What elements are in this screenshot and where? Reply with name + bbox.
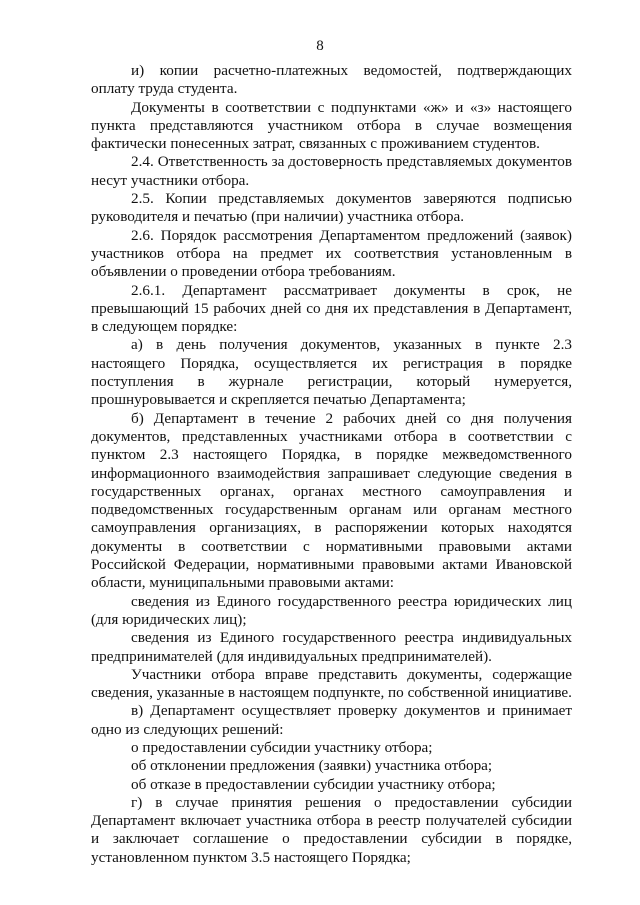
paragraph-2-6: 2.6. Порядок рассмотрения Департаментом предложений (заявок) участников отбора на предмет их соответствия установленным в объявлении о проведении отбора требованиям. xyxy=(91,226,572,281)
paragraph-documents-note: Документы в соответствии с подпунктами «ж» и «з» настоящего пункта представляются участником отбора в случае возмещения фактически понесенных затрат, связанных с проживанием студентов. xyxy=(91,98,572,153)
decision-reject-proposal: об отклонении предложения (заявки) участника отбора; xyxy=(131,757,493,775)
paragraph-item-b: б) Департамент в течение 2 рабочих дней со дня получения документов, представленных участниками отбора в соответствии с пунктом 2.3 настоящего Порядка, в порядке межведомственного информационного взаимодействия запрашивает следующие сведения в государственных органах, органах местного самоуправления и подведомственных государственным органам или органам местного самоуправления организациях, в распоряжении которых находятся документы в соответствии с нормативными правовыми актами Российской Федерации, нормативными правовыми актами Ивановской области, муниципальными правовыми актами: xyxy=(91,409,572,592)
paragraph-own-initiative: Участники отбора вправе представить документы, содержащие сведения, указанные в настоящем подпункте, по собственной инициативе. xyxy=(91,665,572,702)
decision-grant: о предоставлении субсидии участнику отбора; xyxy=(131,738,433,756)
page-number: 8 xyxy=(316,38,324,54)
paragraph-item-g: г) в случае принятия решения о предоставлении субсидии Департамент включает участника отбора в реестр получателей субсидии и заключает соглашение о предоставлении субсидии в порядке, установленном пунктом 3.5 настоящего Порядка; xyxy=(91,793,572,866)
paragraph-2-6-1: 2.6.1. Департамент рассматривает документы в срок, не превышающий 15 рабочих дней со дня их представления в Департамент, в следующем порядке: xyxy=(91,281,572,336)
paragraph-item-i: и) копии расчетно-платежных ведомостей, подтверждающих оплату труда студента. xyxy=(91,62,572,98)
paragraph-egrip: сведения из Единого государственного реестра индивидуальных предпринимателей (для индивидуальных предпринимателей). xyxy=(91,629,572,665)
paragraph-item-a: а) в день получения документов, указанных в пункте 2.3 настоящего Порядка, осуществляется их регистрация в порядке поступления в журнале регистрации, который нумеруется, прошнуровывается и скрепляется печатью Департамента; xyxy=(91,336,572,409)
paragraph-egrul: сведения из Единого государственного реестра юридических лиц (для юридических лиц); xyxy=(91,592,572,628)
paragraph-2-5: 2.5. Копии представляемых документов заверяются подписью руководителя и печатью (при наличии) участника отбора. xyxy=(91,190,572,226)
document-body xyxy=(91,62,572,867)
paragraph-item-v: в) Департамент осуществляет проверку документов и принимает одно из следующих решений: xyxy=(91,702,572,738)
paragraph-2-4: 2.4. Ответственность за достоверность представляемых документов несут участники отбора. xyxy=(91,153,572,189)
decision-refuse-subsidy: об отказе в предоставлении субсидии участнику отбора; xyxy=(131,775,496,793)
